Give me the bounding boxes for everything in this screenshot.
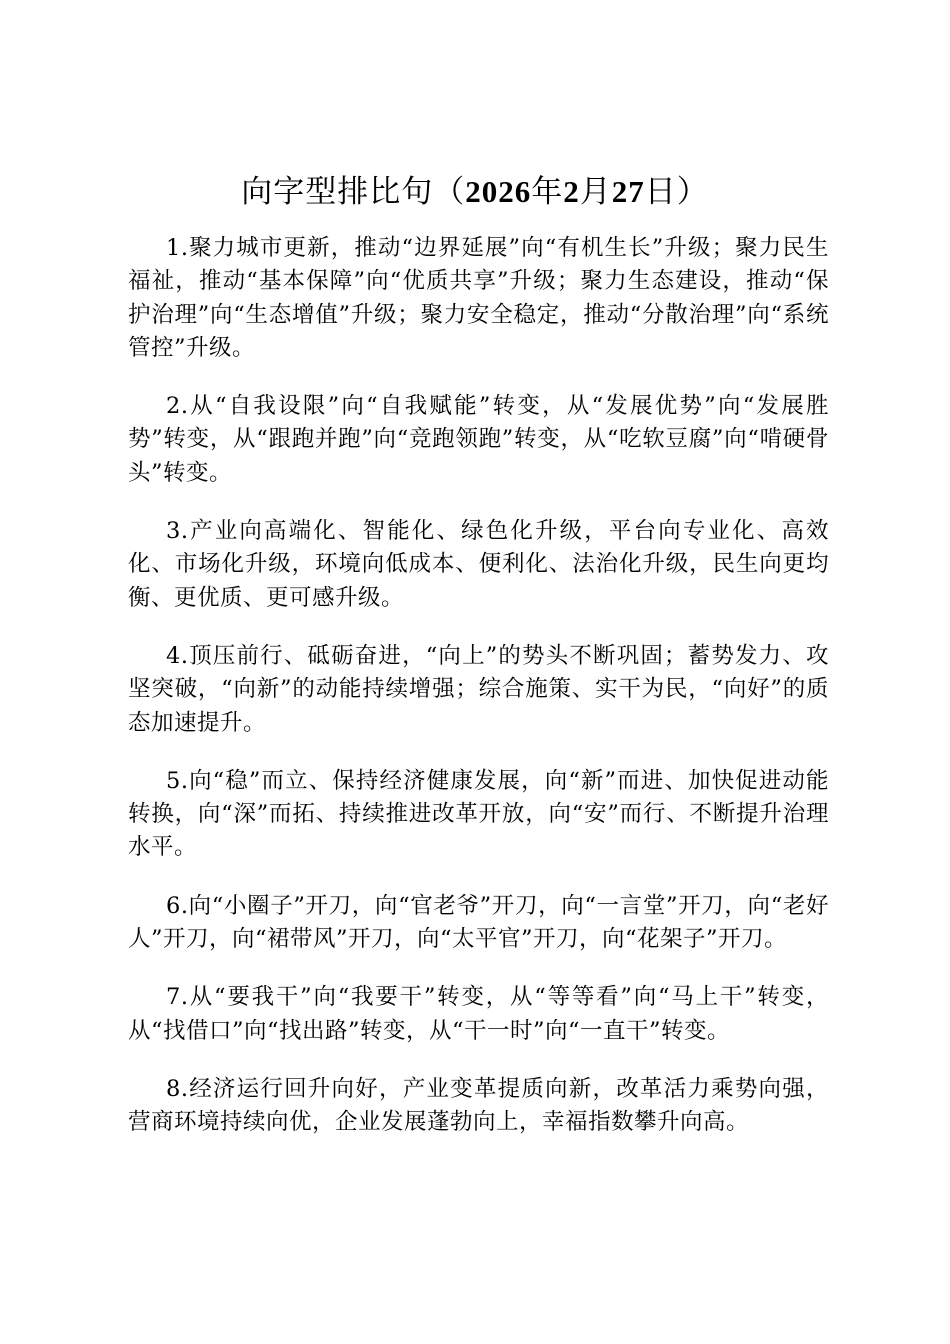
title-year-unit: 年 [531, 174, 564, 210]
paragraph-7: 7.从“要我干”向“我要干”转变，从“等等看”向“马上干”转变，从“找借口”向“找出路”转变，从“干一时”向“一直干”转变。 [128, 984, 829, 1044]
paragraph-3: 3.产业向高端化、智能化、绿色化升级，平台向专业化、高效化、市场化升级，环境向低成本、便利化、法治化升级，民生向更均衡、更优质、更可感升级。 [128, 518, 829, 611]
title-month-unit: 月 [579, 174, 612, 210]
title-month: 2 [563, 174, 580, 209]
title-suffix: 日） [644, 174, 709, 210]
paragraph-6: 6.向“小圈子”开刀，向“官老爷”开刀，向“一言堂”开刀，向“老好人”开刀，向“裙带风”开刀，向“太平官”开刀，向“花架子”开刀。 [128, 892, 829, 953]
title-day: 27 [611, 174, 645, 209]
title-prefix: 向字型排比句（ [241, 174, 466, 210]
paragraph-2: 2.从“自我设限”向“自我赋能”转变，从“发展优势”向“发展胜势”转变，从“跟跑并跑”向“竞跑领跑”转变，从“吃软豆腐”向“啃硬骨头”转变。 [128, 393, 829, 486]
document-title [0, 170, 950, 214]
paragraph-5: 5.向“稳”而立、保持经济健康发展，向“新”而进、加快促进动能转换，向“深”而拓、持续推进改革开放，向“安”而行、不断提升治理水平。 [128, 767, 829, 861]
document-body [128, 232, 829, 1165]
title-year: 2026 [465, 174, 532, 209]
paragraph-1: 1.聚力城市更新，推动“边界延展”向“有机生长”升级；聚力民生福祉，推动“基本保障”向“优质共享”升级；聚力生态建设，推动“保护治理”向“生态增值”升级；聚力安全稳定，推动“分散治理”向“系统管控”升级。 [128, 235, 829, 361]
paragraph-8: 8.经济运行回升向好，产业变革提质向新，改革活力乘势向强，营商环境持续向优，企业发展蓬勃向上，幸福指数攀升向高。 [128, 1075, 829, 1136]
paragraph-4: 4.顶压前行、砥砺奋进，“向上”的势头不断巩固；蓄势发力、攻坚突破，“向新”的动能持续增强；综合施策、实干为民，“向好”的质态加速提升。 [128, 642, 829, 736]
